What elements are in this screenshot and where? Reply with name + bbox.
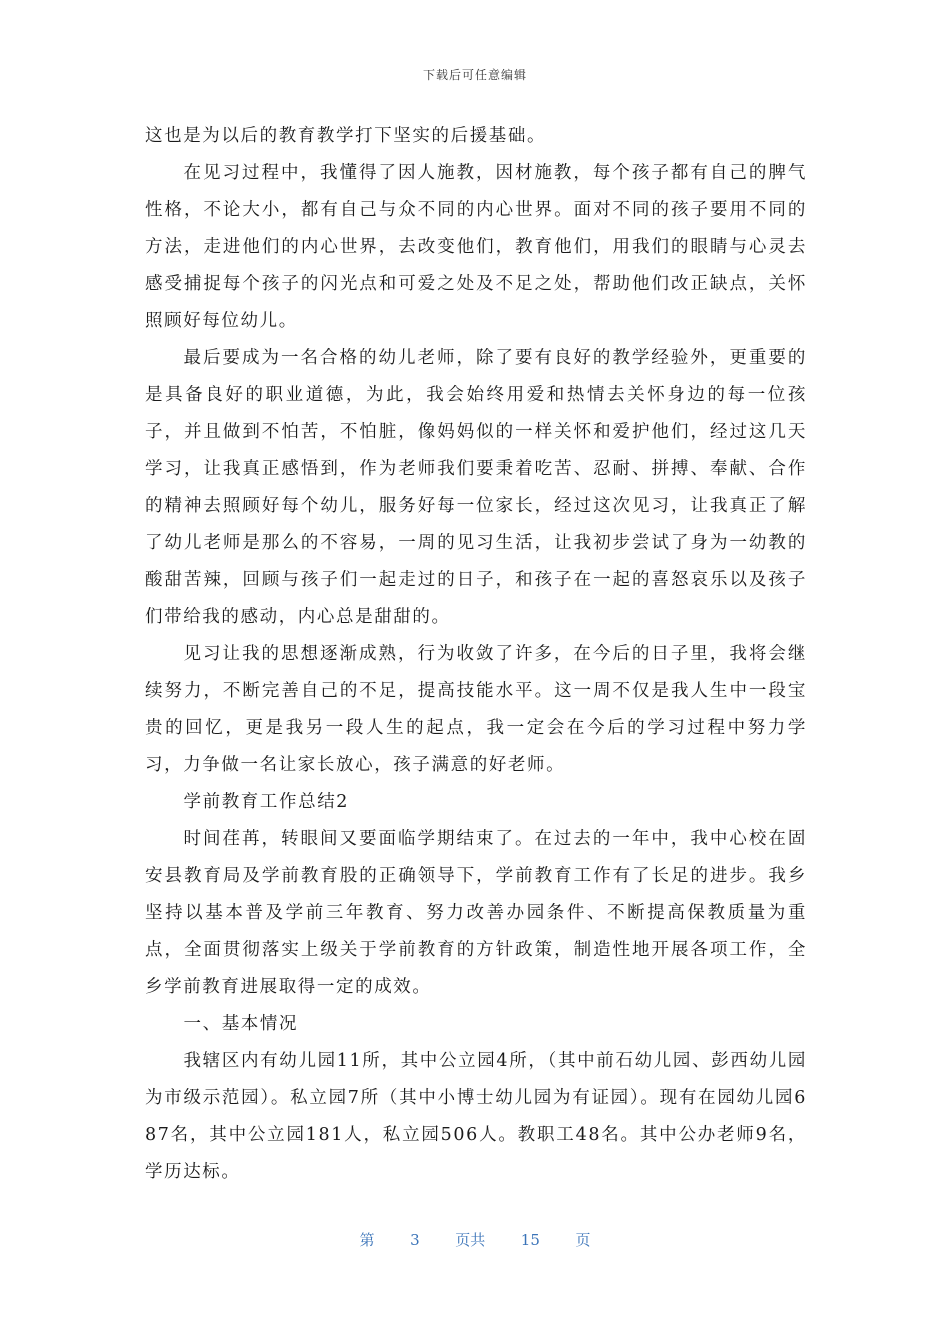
paragraph-2: 在见习过程中，我懂得了因人施教，因材施教，每个孩子都有自己的脾气性格，不论大小，都有自己与众不同的内心世界。面对不同的孩子要用不同的方法，走进他们的内心世界，去改变他们，教育他们，用我们的眼睛与心灵去感受捕捉每个孩子的闪光点和可爱之处及不足之处，帮助他们改正缺点，关怀照顾好每位幼儿。 xyxy=(145,163,807,331)
paragraph-1: 这也是为以后的教育教学打下坚实的后援基础。 xyxy=(145,126,547,146)
footer-prefix: 第 xyxy=(359,1231,375,1249)
paragraph-6: 我辖区内有幼儿园11所，其中公立园4所，（其中前石幼儿园、彭西幼儿园为市级示范园）。私立园7所（其中小博士幼儿园为有证园）。现有在园幼儿园687名，其中公立园181人，私立园506人。教职工48名。其中公办老师9名，学历达标。 xyxy=(145,1051,807,1182)
document-body xyxy=(145,118,807,1191)
page-header: 下载后可任意编辑 xyxy=(422,68,527,82)
paragraph-5: 时间荏苒，转眼间又要面临学期结束了。在过去的一年中，我中心校在固安县教育局及学前教育股的正确领导下，学前教育工作有了长足的进步。我乡坚持以基本普及学前三年教育、努力改善办园条件、不断提高保教质量为重点，全面贯彻落实上级关于学前教育的方针政策，制造性地开展各项工作，全乡学前教育进展取得一定的成效。 xyxy=(145,829,807,997)
paragraph-3: 最后要成为一名合格的幼儿老师，除了要有良好的教学经验外，更重要的是具备良好的职业道德，为此，我会始终用爱和热情去关怀身边的每一位孩子，并且做到不怕苦，不怕脏，像妈妈似的一样关怀和爱护他们，经过这几天学习，让我真正感悟到，作为老师我们要秉着吃苦、忍耐、拼搏、奉献、合作的精神去照顾好每个幼儿，服务好每一位家长，经过这次见习，让我真正了解了幼儿老师是那么的不容易，一周的见习生活，让我初步尝试了身为一幼教的酸甜苦辣，回顾与孩子们一起走过的日子，和孩子在一起的喜怒哀乐以及孩子们带给我的感动，内心总是甜甜的。 xyxy=(145,348,807,627)
footer-middle: 页共 xyxy=(455,1231,486,1249)
section-heading-summary-2: 学前教育工作总结2 xyxy=(183,792,350,812)
paragraph-4: 见习让我的思想逐渐成熟，行为收敛了许多，在今后的日子里，我将会继续努力，不断完善自己的不足，提高技能水平。这一周不仅是我人生中一段宝贵的回忆，更是我另一段人生的起点，我一定会在今后的学习过程中努力学习，力争做一名让家长放心，孩子满意的好老师。 xyxy=(145,644,807,775)
current-page-number: 3 xyxy=(410,1231,420,1249)
footer-suffix: 页 xyxy=(575,1231,591,1249)
page-footer xyxy=(0,1229,950,1250)
total-page-count: 15 xyxy=(520,1231,540,1249)
section-heading-basic-info: 一、基本情况 xyxy=(183,1014,299,1034)
